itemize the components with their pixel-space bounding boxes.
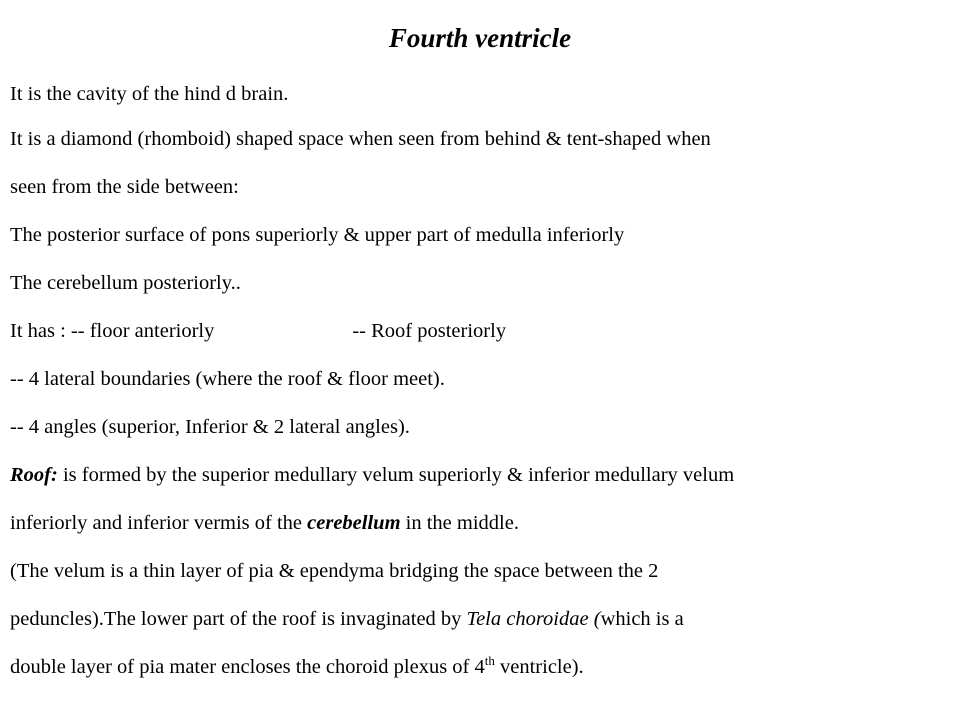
text-segment: peduncles).The lower part of the roof is invaginated by <box>10 608 467 630</box>
roof-description: is formed by the superior medullary velum superiorly & inferior medullary velum <box>57 464 735 486</box>
text-line-5: The cerebellum posteriorly.. <box>10 272 241 294</box>
text-line-11: (The velum is a thin layer of pia & ependyma bridging the space between the 2 <box>10 560 659 582</box>
text-line-1: It is the cavity of the hind d brain. <box>10 83 289 105</box>
tela-choroidae-term: Tela choroidae ( <box>466 608 601 630</box>
roof-label: Roof: <box>10 464 58 486</box>
text-segment: ventricle). <box>494 656 584 678</box>
text-line-10 <box>10 510 955 536</box>
floor-text: It has : -- floor anteriorly <box>10 320 215 342</box>
text-segment: double layer of pia mater encloses the choroid plexus of 4 <box>10 656 485 678</box>
cerebellum-term: cerebellum <box>307 512 401 534</box>
text-line-8: -- 4 angles (superior, Inferior & 2 lateral angles). <box>10 416 410 438</box>
roof-text: -- Roof posteriorly <box>352 320 507 342</box>
text-line-7: -- 4 lateral boundaries (where the roof & floor meet). <box>10 368 445 390</box>
text-line-12 <box>10 606 955 632</box>
text-line-9 <box>10 462 955 488</box>
text-segment: which is a <box>600 608 684 630</box>
text-line-3: seen from the side between: <box>10 176 239 198</box>
text-line-2: It is a diamond (rhomboid) shaped space when seen from behind & tent-shaped when <box>10 128 711 150</box>
superscript: th <box>484 653 495 669</box>
text-segment: in the middle. <box>400 512 519 534</box>
text-line-6 <box>10 318 955 344</box>
text-line-4: The posterior surface of pons superiorly & upper part of medulla inferiorly <box>10 224 625 246</box>
text-segment: inferiorly and inferior vermis of the <box>10 512 308 534</box>
slide-title: Fourth ventricle <box>388 23 572 53</box>
text-line-13 <box>10 654 955 680</box>
